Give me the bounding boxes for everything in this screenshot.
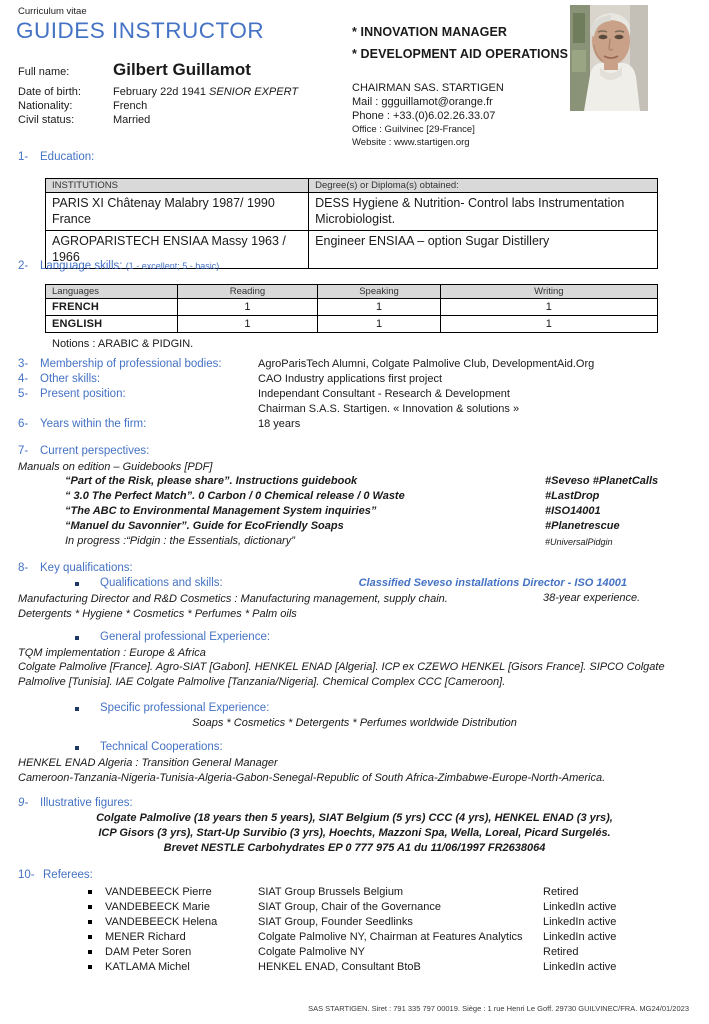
square-bullet-icon (88, 935, 92, 939)
languages-header-row (46, 285, 658, 299)
perspectives-number: 7- (18, 445, 29, 457)
experience-years-note: 38-year experience. (543, 592, 641, 604)
detergents-line: Detergents * Hygiene * Cosmetics * Perfumes * Palm oils (18, 608, 297, 620)
languages-col-speaking: Speaking (318, 285, 440, 299)
education-col-degrees: Degree(s) or Diploma(s) obtained: (309, 179, 658, 193)
education-table (45, 178, 658, 269)
referee-name: KATLAMA Michel (105, 961, 190, 973)
technical-cooperations-heading: Technical Cooperations: (100, 741, 223, 753)
guidebook-tags-4: #Planetrescue (545, 520, 620, 532)
guidebook-title-2: “ 3.0 The Perfect Match”. 0 Carbon / 0 Chemical release / 0 Waste (65, 490, 405, 502)
languages-heading (40, 260, 219, 272)
perspectives-intro: Manuals on edition – Guidebooks [PDF] (18, 461, 213, 473)
french-reading: 1 (177, 299, 318, 316)
guidebook-tags-5: #UniversalPidgin (545, 537, 613, 547)
referee-name: DAM Peter Soren (105, 946, 192, 958)
guidebook-title-4: “Manuel du Savonnier”. Guide for EcoFriendly Soaps (65, 520, 344, 532)
years-firm-heading: Years within the firm: (40, 418, 147, 430)
french-writing: 1 (440, 299, 657, 316)
square-bullet-icon (75, 636, 79, 640)
present-position-value-1: Independant Consultant - Research & Development (258, 388, 510, 400)
manufacturing-line: Manufacturing Director and R&D Cosmetics : Manufacturing management, supply chain. (18, 593, 448, 605)
education-heading: Education: (40, 151, 95, 163)
figures-line-2: ICP Gisors (3 yrs), Start-Up Survibio (3 yrs), Hoechts, Mazzoni Spa, Wella, Loreal, Picard Surgelés. (98, 827, 611, 839)
footer-company-line: SAS STARTIGEN. Siret : 791 335 797 00019. Siège : 1 rue Henri Le Goff. 29730 GUILVINEC/FRA. MG24/01/2023 (308, 1004, 689, 1013)
referee-status: LinkedIn active (543, 901, 617, 913)
education-col-institutions: INSTITUTIONS (46, 179, 309, 193)
role-development-aid: * DEVELOPMENT AID OPERATIONS (352, 47, 569, 61)
referee-org: Colgate Palmolive NY (258, 946, 365, 958)
referee-status: LinkedIn active (543, 931, 617, 943)
french-speaking: 1 (318, 299, 440, 316)
referee-org: SIAT Group Brussels Belgium (258, 886, 404, 898)
guidebook-tags-2: #LastDrop (545, 490, 600, 502)
referee-status: Retired (543, 886, 579, 898)
membership-value: AgroParisTech Alumni, Colgate Palmolive Club, DevelopmentAid.Org (258, 358, 595, 370)
civil-status-value: Married (113, 114, 151, 126)
figures-heading: Illustrative figures: (40, 797, 133, 809)
companies-line: Colgate Palmolive [France]. Agro-SIAT [Gabon]. HENKEL ENAD [Algeria]. ICP ex CZEWO HENKEL [Gisors France]. SIPCO Colgate Palmolive [Tunisia]. IAE Colgate Palmolive [Tanzania/Nigeria]. Chemical Complex CCC [Cameroon]. (18, 661, 665, 688)
language-name-french: FRENCH (46, 299, 178, 316)
qualifications-number: 8- (18, 562, 29, 574)
other-skills-number: 4- (18, 373, 29, 385)
figures-number: 9- (18, 797, 29, 809)
full-name-value: Gilbert Guillamot (113, 60, 251, 79)
languages-col-language: Languages (46, 285, 178, 299)
full-name-label: Full name: (18, 66, 70, 78)
guidebook-title-5: In progress :“Pidgin : the Essentials, dictionary” (65, 535, 295, 547)
henkel-transition-line: HENKEL ENAD Algeria : Transition General Manager (18, 757, 278, 769)
chairman-line: CHAIRMAN SAS. STARTIGEN (352, 82, 504, 94)
role-innovation-manager: * INNOVATION MANAGER (352, 25, 508, 39)
referee-org: Colgate Palmolive NY, Chairman at Features Analytics (258, 931, 523, 943)
education-degree-2: Engineer ENSIAA – option Sugar Distillery (309, 231, 658, 269)
civil-status-label: Civil status: (18, 114, 75, 126)
education-institution-2: AGROPARISTECH ENSIAA Massy 1963 / 1966 (46, 231, 309, 269)
nationality-label: Nationality: (18, 100, 73, 112)
dob-value (113, 86, 298, 98)
referee-org: SIAT Group, Founder Seedlinks (258, 916, 413, 928)
referee-name: VANDEBEECK Pierre (105, 886, 212, 898)
countries-line: Cameroon-Tanzania-Nigeria-Tunisia-Algeria-Gabon-Senegal-Republic of South Africa-Zimbabwe-Europe-North-America. (18, 772, 606, 784)
mail-line: Mail : ggguillamot@orange.fr (352, 96, 493, 108)
membership-number: 3- (18, 358, 29, 370)
english-writing: 1 (440, 316, 657, 333)
present-position-heading: Present position: (40, 388, 126, 400)
referee-name: MENER Richard (105, 931, 186, 943)
languages-number: 2- (18, 260, 29, 272)
present-position-number: 5- (18, 388, 29, 400)
square-bullet-icon (88, 965, 92, 969)
membership-heading: Membership of professional bodies: (40, 358, 222, 370)
guidebook-title-3: “The ABC to Environmental Management System inquiries” (65, 505, 377, 517)
languages-scale-note: (1 - excellent; 5 - basic) (125, 261, 220, 271)
square-bullet-icon (75, 582, 79, 586)
other-skills-heading: Other skills: (40, 373, 101, 385)
nationality-value: French (113, 100, 148, 112)
education-row-1 (46, 193, 658, 231)
present-position-value-2: Chairman S.A.S. Startigen. « Innovation & solutions » (258, 403, 520, 415)
dob-label: Date of birth: (18, 86, 81, 98)
portrait-photo (570, 5, 648, 111)
square-bullet-icon (75, 707, 79, 711)
soaps-distribution-line: Soaps * Cosmetics * Detergents * Perfumes worldwide Distribution (192, 717, 517, 729)
other-skills-value: CAO Industry applications first project (258, 373, 443, 385)
seveso-director-note: Classified Seveso installations Director - ISO 14001 (358, 577, 627, 589)
years-firm-number: 6- (18, 418, 29, 430)
qualifications-heading: Key qualifications: (40, 562, 133, 574)
website-line: Website : www.startigen.org (352, 137, 470, 148)
english-speaking: 1 (318, 316, 440, 333)
figures-line-1: Colgate Palmolive (18 years then 5 years), SIAT Belgium (5 yrs) CCC (4 yrs), HENKEL ENAD (3 yrs), (96, 812, 613, 824)
doc-type-label: Curriculum vitae (18, 6, 87, 17)
education-institution-1: PARIS XI Châtenay Malabry 1987/ 1990 France (46, 193, 309, 231)
referees-number: 10- (18, 869, 35, 881)
languages-col-reading: Reading (177, 285, 318, 299)
guidebook-tags-1: #Seveso #PlanetCalls (545, 475, 659, 487)
dob-date: February 22d 1941 (113, 86, 206, 98)
qualifications-skills-heading: Qualifications and skills: (100, 577, 223, 589)
office-line: Office : Guilvinec [29-France] (352, 124, 475, 135)
referee-name: VANDEBEECK Helena (105, 916, 218, 928)
referee-org: SIAT Group, Chair of the Governance (258, 901, 442, 913)
square-bullet-icon (88, 890, 92, 894)
education-header-row (46, 179, 658, 193)
phone-line: Phone : +33.(0)6.02.26.33.07 (352, 110, 496, 122)
referee-name: VANDEBEECK Marie (105, 901, 210, 913)
referee-status: LinkedIn active (543, 916, 617, 928)
guidebook-title-1: “Part of the Risk, please share”. Instructions guidebook (65, 475, 358, 487)
years-firm-value: 18 years (258, 418, 301, 430)
tqm-line: TQM implementation : Europe & Africa (18, 647, 206, 659)
general-experience-heading: General professional Experience: (100, 631, 271, 643)
square-bullet-icon (88, 905, 92, 909)
languages-row-english (46, 316, 658, 333)
page-title: GUIDES INSTRUCTOR (16, 18, 265, 43)
referees-heading: Referees: (43, 869, 93, 881)
square-bullet-icon (88, 950, 92, 954)
referee-status: Retired (543, 946, 579, 958)
perspectives-heading: Current perspectives: (40, 445, 150, 457)
languages-table (45, 284, 658, 333)
figures-line-3: Brevet NESTLE Carbohydrates EP 0 777 975 A1 du 11/06/1997 FR2638064 (163, 842, 546, 854)
english-reading: 1 (177, 316, 318, 333)
referee-status: LinkedIn active (543, 961, 617, 973)
education-number: 1- (18, 151, 29, 163)
languages-col-writing: Writing (440, 285, 657, 299)
language-name-english: ENGLISH (46, 316, 178, 333)
specific-experience-heading: Specific professional Experience: (100, 702, 270, 714)
square-bullet-icon (75, 746, 79, 750)
dob-note: SENIOR EXPERT (209, 86, 299, 98)
languages-heading-text: Language skills: (40, 260, 123, 272)
referee-org: HENKEL ENAD, Consultant BtoB (258, 961, 421, 973)
guidebook-tags-3: #ISO14001 (545, 505, 601, 517)
square-bullet-icon (88, 920, 92, 924)
languages-notions: Notions : ARABIC & PIDGIN. (52, 338, 194, 350)
languages-row-french (46, 299, 658, 316)
education-degree-1: DESS Hygiene & Nutrition- Control labs Instrumentation Microbiologist. (309, 193, 658, 231)
